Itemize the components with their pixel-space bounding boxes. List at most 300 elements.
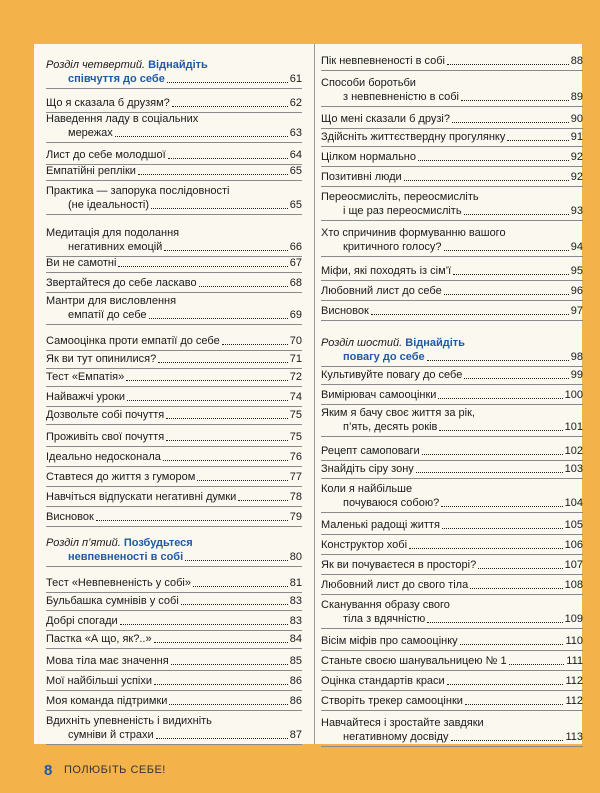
- toc-entry-line: [46, 184, 302, 198]
- toc-entry[interactable]: [321, 368, 583, 385]
- toc-entry-line: [321, 444, 583, 458]
- dot-leader: [238, 500, 287, 501]
- toc-entry[interactable]: [46, 408, 302, 425]
- toc-entry-title: Сканування образу свого: [321, 599, 450, 611]
- toc-entry-title: Маленькі радощі життя: [321, 519, 440, 531]
- toc-entry-title: Здійсніть життєствердну прогулянку: [321, 131, 506, 143]
- toc-entry-title: Бульбашка сумнівів у собі: [46, 595, 179, 607]
- toc-page-number: 113: [565, 731, 583, 743]
- dot-leader: [447, 684, 564, 685]
- toc-page-number: 89: [570, 91, 583, 103]
- toc-page-number: 93: [570, 205, 583, 217]
- toc-entry-title: Мої найбільші успіхи: [46, 675, 152, 687]
- toc-entry-line: [46, 450, 302, 464]
- toc-entry-title: Міфи, які походять із сім’ї: [321, 265, 452, 277]
- toc-entry-line: [321, 350, 583, 364]
- toc-page-number: 67: [289, 257, 302, 269]
- toc-entry[interactable]: [321, 304, 583, 321]
- dot-leader: [418, 160, 569, 161]
- toc-page-number: 112: [565, 695, 583, 707]
- dot-leader: [163, 460, 288, 461]
- toc-entry-line: [46, 308, 302, 322]
- chapter-title: Віднайдіть: [405, 337, 465, 349]
- toc-entry-line: [46, 430, 302, 444]
- toc-entry[interactable]: [46, 334, 302, 351]
- dot-leader: [172, 106, 288, 107]
- toc-page-number: 84: [289, 633, 302, 645]
- toc-entry[interactable]: [321, 482, 583, 513]
- toc-entry-line: [321, 716, 583, 730]
- toc-entry-title: Яким я бачу своє життя за рік,: [321, 407, 475, 419]
- toc-entry-title-cont: тіла з вдячністю: [343, 613, 426, 625]
- dot-leader: [127, 400, 288, 401]
- toc-entry[interactable]: [46, 714, 302, 745]
- toc-entry-line: [321, 90, 583, 104]
- dot-leader: [461, 100, 569, 101]
- toc-page-number: 98: [570, 351, 583, 363]
- dot-leader: [167, 82, 288, 83]
- dot-leader: [168, 158, 288, 159]
- toc-entry-title: Переосмисліть, переосмисліть: [321, 191, 479, 203]
- dot-leader: [126, 380, 288, 381]
- toc-entry-line: [321, 518, 583, 532]
- toc-entry[interactable]: [321, 694, 583, 711]
- toc-page-number: 86: [289, 675, 302, 687]
- toc-entry[interactable]: [321, 406, 583, 437]
- toc-entry-title: Висновок: [46, 511, 94, 523]
- toc-entry[interactable]: [46, 276, 302, 293]
- toc-entry-line: [46, 614, 302, 628]
- toc-entry[interactable]: [46, 148, 302, 165]
- toc-entry-title: Звертайтеся до себе ласкаво: [46, 277, 197, 289]
- toc-entry-title-cont: критичного голосу?: [343, 241, 442, 253]
- dot-leader: [199, 286, 288, 287]
- toc-entry-title: Цілком нормально: [321, 151, 417, 163]
- toc-entry[interactable]: [321, 538, 583, 555]
- dot-leader: [185, 560, 288, 561]
- toc-page-number: 69: [289, 309, 302, 321]
- dot-leader: [115, 136, 288, 137]
- toc-entry-line: [46, 490, 302, 504]
- toc-page-number: 83: [289, 595, 302, 607]
- toc-entry-line: [46, 390, 302, 404]
- dot-leader: [416, 472, 563, 473]
- toc-page-number: 112: [565, 675, 583, 687]
- toc-entry-title: Тест «Невпевненість у собі»: [46, 577, 191, 589]
- toc-entry[interactable]: [46, 470, 302, 487]
- toc-entry-title: Ставтеся до життя з гумором: [46, 471, 196, 483]
- dot-leader: [464, 214, 569, 215]
- toc-page-number: 92: [570, 151, 583, 163]
- toc-page-number: 101: [564, 421, 583, 433]
- toc-chapter-entry[interactable]: [321, 336, 583, 367]
- toc-entry[interactable]: [46, 632, 302, 649]
- toc-entry-line: [321, 388, 583, 402]
- dot-leader: [507, 140, 568, 141]
- toc-entry-title: Навчіться відпускати негативні думки: [46, 491, 237, 503]
- toc-entry-line: [321, 190, 583, 204]
- toc-entry-line: [321, 284, 583, 298]
- toc-entry-line: [321, 598, 583, 612]
- toc-entry-title: Вдихніть упевненість і видихніть: [46, 715, 212, 727]
- toc-entry[interactable]: [321, 634, 583, 651]
- toc-entry-title: Що я сказала б друзям?: [46, 97, 170, 109]
- toc-entry-title-cont: (не ідеальності): [68, 199, 149, 211]
- toc-entry-line: [321, 496, 583, 510]
- toc-entry-title-cont: невпевненості в собі: [68, 551, 184, 563]
- toc-entry-line: [321, 420, 583, 434]
- toc-entry-title: Медитація для подолання: [46, 227, 180, 239]
- toc-entry-line: [321, 130, 583, 144]
- toc-page-number: 81: [289, 577, 302, 589]
- toc-entry-line: [46, 112, 302, 126]
- toc-page-number: 83: [289, 615, 302, 627]
- toc-entry-line: [46, 714, 302, 728]
- toc-page-number: 70: [289, 335, 302, 347]
- toc-entry-line: [321, 578, 583, 592]
- toc-entry-line: [46, 226, 302, 240]
- toc-entry-line: [321, 304, 583, 318]
- toc-entry-title: Як ви тут опинилися?: [46, 353, 157, 365]
- toc-page-number: 104: [564, 497, 583, 509]
- dot-leader: [181, 604, 288, 605]
- dot-leader: [164, 250, 287, 251]
- toc-page-number: 74: [289, 391, 302, 403]
- dot-leader: [96, 520, 288, 521]
- toc-entry[interactable]: [321, 190, 583, 221]
- toc-entry-line: [321, 612, 583, 626]
- toc-entry-line: [321, 674, 583, 688]
- toc-entry-title: Вимірювач самооцінки: [321, 389, 437, 401]
- toc-entry[interactable]: [46, 352, 302, 369]
- toc-entry-line: [321, 76, 583, 90]
- toc-page-number: 80: [289, 551, 302, 563]
- toc-entry-line: [46, 352, 302, 366]
- toc-page-number: 66: [289, 241, 302, 253]
- toc-page-number: 76: [289, 451, 302, 463]
- dot-leader: [118, 266, 287, 267]
- dot-leader: [158, 362, 288, 363]
- toc-entry-line: [46, 694, 302, 708]
- toc-entry-title-cont: сумніви й страхи: [68, 729, 154, 741]
- toc-entry[interactable]: [321, 462, 583, 479]
- toc-entry-line: [321, 240, 583, 254]
- toc-entry-title: Самооцінка проти емпатії до себе: [46, 335, 220, 347]
- dot-leader: [169, 704, 287, 705]
- toc-entry-title: Проживіть свої почуття: [46, 431, 165, 443]
- toc-entry-title: Емпатійні репліки: [46, 165, 136, 177]
- toc-entry-title-cont: емпатії до себе: [68, 309, 147, 321]
- toc-page-number: 68: [289, 277, 302, 289]
- dot-leader: [422, 454, 563, 455]
- dot-leader: [409, 548, 563, 549]
- toc-entry-line: [321, 336, 583, 350]
- toc-entry-title: Вісім міфів про самооцінку: [321, 635, 458, 647]
- toc-entry-line: [46, 256, 302, 270]
- toc-entry[interactable]: [321, 558, 583, 575]
- toc-entry-title: Позитивні люди: [321, 171, 402, 183]
- dot-leader: [120, 624, 288, 625]
- toc-entry-title: Хто спричинив формуванню вашого: [321, 227, 506, 239]
- toc-entry[interactable]: [46, 256, 302, 273]
- toc-entry[interactable]: [321, 264, 583, 281]
- toc-entry-title: Пік невпевненості в собі: [321, 55, 445, 67]
- toc-entry-title-cont: почуваюся собою?: [343, 497, 440, 509]
- toc-page-number: 75: [289, 431, 302, 443]
- toc-entry[interactable]: [321, 518, 583, 535]
- dot-leader: [154, 684, 288, 685]
- dot-leader: [149, 318, 288, 319]
- dot-leader: [197, 480, 287, 481]
- toc-entry-title: Ви не самотні: [46, 257, 117, 269]
- dot-leader: [171, 664, 288, 665]
- toc-entry[interactable]: [46, 184, 302, 215]
- dot-leader: [438, 398, 562, 399]
- toc-entry-line: [46, 510, 302, 524]
- toc-page-number: 65: [289, 199, 302, 211]
- toc-entry[interactable]: [321, 54, 583, 71]
- toc-entry[interactable]: [321, 226, 583, 257]
- toc-entry-line: [46, 370, 302, 384]
- toc-entry-line: [321, 730, 583, 744]
- toc-entry-title: Ідеально недосконала: [46, 451, 161, 463]
- toc-entry[interactable]: [46, 674, 302, 691]
- dot-leader: [427, 360, 569, 361]
- toc-page-number: 87: [289, 729, 302, 741]
- toc-entry-title: Рецепт самоповаги: [321, 445, 420, 457]
- toc-entry-line: [321, 482, 583, 496]
- toc-entry[interactable]: [46, 226, 302, 257]
- toc-entry[interactable]: [46, 510, 302, 527]
- toc-entry-line: [321, 264, 583, 278]
- toc-entry-line: [321, 654, 583, 668]
- toc-entry-title-cont: з невпевненістю в собі: [343, 91, 459, 103]
- toc-entry-title-cont: повагу до себе: [343, 351, 425, 363]
- toc-chapter-entry[interactable]: [46, 58, 302, 89]
- toc-entry-title: Оцінка стандартів краси: [321, 675, 445, 687]
- toc-entry-title-cont: негативних емоцій: [68, 241, 163, 253]
- toc-page-number: 102: [564, 445, 583, 457]
- toc-entry[interactable]: [321, 444, 583, 461]
- toc-entry-title: Любовний лист до себе: [321, 285, 442, 297]
- toc-entry[interactable]: [46, 694, 302, 711]
- toc-page-number: 111: [566, 655, 583, 667]
- toc-entry-line: [46, 96, 302, 110]
- toc-page-number: 107: [564, 559, 583, 571]
- toc-entry-title: Що мені сказали б друзі?: [321, 113, 450, 125]
- toc-page-number: 90: [570, 113, 583, 125]
- chapter-prefix: Розділ шостий.: [321, 337, 403, 349]
- chapter-title: Позбудьтеся: [123, 537, 193, 549]
- toc-entry[interactable]: [321, 112, 583, 129]
- toc-entry-line: [46, 198, 302, 212]
- toc-entry[interactable]: [321, 170, 583, 187]
- footer-book-title: ПОЛЮБІТЬ СЕБЕ!: [64, 764, 166, 776]
- toc-entry-title: Наведення ладу в соціальних: [46, 113, 199, 125]
- toc-entry-line: [321, 462, 583, 476]
- toc-entry-title: Станьте своєю шанувальницею № 1: [321, 655, 507, 667]
- toc-entry-line: [46, 576, 302, 590]
- toc-entry-title: Як ви почуваєтеся в просторі?: [321, 559, 477, 571]
- chapter-prefix: Розділ п’ятий.: [46, 537, 121, 549]
- toc-entry-line: [321, 150, 583, 164]
- toc-entry[interactable]: [46, 654, 302, 671]
- toc-page-number: 92: [570, 171, 583, 183]
- dot-leader: [478, 568, 562, 569]
- toc-entry[interactable]: [46, 576, 302, 593]
- dot-leader: [193, 586, 288, 587]
- dot-leader: [404, 180, 569, 181]
- toc-page-number: 63: [289, 127, 302, 139]
- toc-entry[interactable]: [46, 490, 302, 507]
- dot-leader: [453, 274, 569, 275]
- dot-leader: [427, 622, 562, 623]
- dot-leader: [509, 664, 565, 665]
- dot-leader: [156, 738, 288, 739]
- chapter-prefix: Розділ четвертий.: [46, 59, 146, 71]
- toc-entry-title-cont: мережах: [68, 127, 113, 139]
- toc-page-number: 110: [565, 635, 583, 647]
- toc-entry[interactable]: [46, 294, 302, 325]
- toc-entry-title: Знайдіть сіру зону: [321, 463, 414, 475]
- toc-entry-title: Навчайтеся і зростайте завдяки: [321, 717, 484, 729]
- toc-entry-line: [321, 170, 583, 184]
- toc-page-number: 103: [564, 463, 583, 475]
- dot-leader: [151, 208, 288, 209]
- toc-entry-title: Способи боротьби: [321, 77, 416, 89]
- toc-entry[interactable]: [46, 450, 302, 467]
- dot-leader: [222, 344, 288, 345]
- toc-page-number: 65: [289, 165, 302, 177]
- toc-entry[interactable]: [321, 654, 583, 671]
- toc-entry-line: [46, 126, 302, 140]
- toc-entry-line: [46, 550, 302, 564]
- toc-page-number: 72: [289, 371, 302, 383]
- toc-page-number: 79: [289, 511, 302, 523]
- dot-leader: [138, 174, 288, 175]
- toc-entry-title: Тест «Емпатія»: [46, 371, 125, 383]
- toc-entry-line: [46, 276, 302, 290]
- toc-entry[interactable]: [321, 150, 583, 167]
- toc-entry-line: [46, 594, 302, 608]
- dot-leader: [439, 430, 562, 431]
- toc-entry-line: [46, 654, 302, 668]
- toc-page-number: 77: [289, 471, 302, 483]
- toc-entry[interactable]: [321, 388, 583, 405]
- toc-page-number: 91: [570, 131, 583, 143]
- toc-entry-line: [46, 632, 302, 646]
- toc-page-number: 105: [564, 519, 583, 531]
- toc-entry[interactable]: [46, 96, 302, 113]
- dot-leader: [464, 378, 568, 379]
- dot-leader: [447, 64, 569, 65]
- toc-entry-title: Любовний лист до свого тіла: [321, 579, 469, 591]
- toc-entry[interactable]: [321, 598, 583, 629]
- toc-entry-line: [321, 634, 583, 648]
- toc-entry[interactable]: [46, 614, 302, 631]
- toc-page-number: 75: [289, 409, 302, 421]
- toc-entry-line: [46, 536, 302, 550]
- dot-leader: [444, 250, 569, 251]
- toc-entry-title: Мова тіла має значення: [46, 655, 169, 667]
- toc-page-number: 96: [570, 285, 583, 297]
- dot-leader: [154, 642, 288, 643]
- toc-page-number: 86: [289, 695, 302, 707]
- toc-entry-title: Найважчі уроки: [46, 391, 126, 403]
- toc-entry[interactable]: [46, 390, 302, 407]
- toc-entry[interactable]: [321, 716, 583, 747]
- toc-entry-title: Створіть трекер самооцінки: [321, 695, 463, 707]
- dot-leader: [371, 314, 569, 315]
- toc-entry[interactable]: [46, 430, 302, 447]
- toc-entry-title: Дозвольте собі почуття: [46, 409, 165, 421]
- toc-entry-line: [46, 72, 302, 86]
- toc-page-number: 64: [289, 149, 302, 161]
- toc-entry[interactable]: [321, 76, 583, 107]
- toc-entry-line: [46, 164, 302, 178]
- toc-chapter-entry[interactable]: [46, 536, 302, 567]
- toc-entry[interactable]: [46, 112, 302, 143]
- dot-leader: [451, 740, 564, 741]
- dot-leader: [442, 528, 563, 529]
- toc-entry-title: Висновок: [321, 305, 369, 317]
- toc-entry-line: [46, 674, 302, 688]
- toc-page-number: 71: [289, 353, 302, 365]
- toc-entry-line: [46, 240, 302, 254]
- toc-page-number: 109: [564, 613, 583, 625]
- toc-entry-title: Пастка «А що, як?..»: [46, 633, 152, 645]
- column-divider: [314, 44, 315, 744]
- toc-page-number: 62: [289, 97, 302, 109]
- toc-entry-title-cont: негативному досвіду: [343, 731, 449, 743]
- toc-entry-line: [46, 148, 302, 162]
- toc-entry-line: [321, 368, 583, 382]
- toc-entry-line: [321, 112, 583, 126]
- toc-entry[interactable]: [46, 164, 302, 181]
- toc-entry-title: Моя команда підтримки: [46, 695, 168, 707]
- toc-entry[interactable]: [46, 594, 302, 611]
- toc-entry-line: [46, 294, 302, 308]
- toc-entry[interactable]: [321, 130, 583, 147]
- toc-entry-title: Культивуйте повагу до себе: [321, 369, 463, 381]
- toc-entry-line: [321, 54, 583, 68]
- toc-entry[interactable]: [46, 370, 302, 387]
- toc-entry-title-cont: п’ять, десять років: [343, 421, 438, 433]
- toc-page-number: 95: [570, 265, 583, 277]
- toc-entry-line: [46, 470, 302, 484]
- toc-entry[interactable]: [321, 578, 583, 595]
- toc-entry-line: [321, 558, 583, 572]
- dot-leader: [460, 644, 564, 645]
- toc-entry[interactable]: [321, 284, 583, 301]
- toc-entry-title: Добрі спогади: [46, 615, 118, 627]
- toc-entry-line: [321, 226, 583, 240]
- toc-entry-title-cont: співчуття до себе: [68, 73, 165, 85]
- toc-entry-line: [321, 204, 583, 218]
- toc-page-number: 108: [564, 579, 583, 591]
- dot-leader: [452, 122, 569, 123]
- toc-page-number: 78: [289, 491, 302, 503]
- toc-entry-title: Конструктор хобі: [321, 539, 408, 551]
- toc-entry-line: [321, 694, 583, 708]
- toc-entry-line: [46, 728, 302, 742]
- toc-page-number: 94: [570, 241, 583, 253]
- toc-entry[interactable]: [321, 674, 583, 691]
- toc-entry-line: [321, 406, 583, 420]
- footer-page-number: 8: [44, 762, 53, 779]
- toc-entry-title: Мантри для висловлення: [46, 295, 177, 307]
- toc-entry-title: Лист до себе молодшої: [46, 149, 166, 161]
